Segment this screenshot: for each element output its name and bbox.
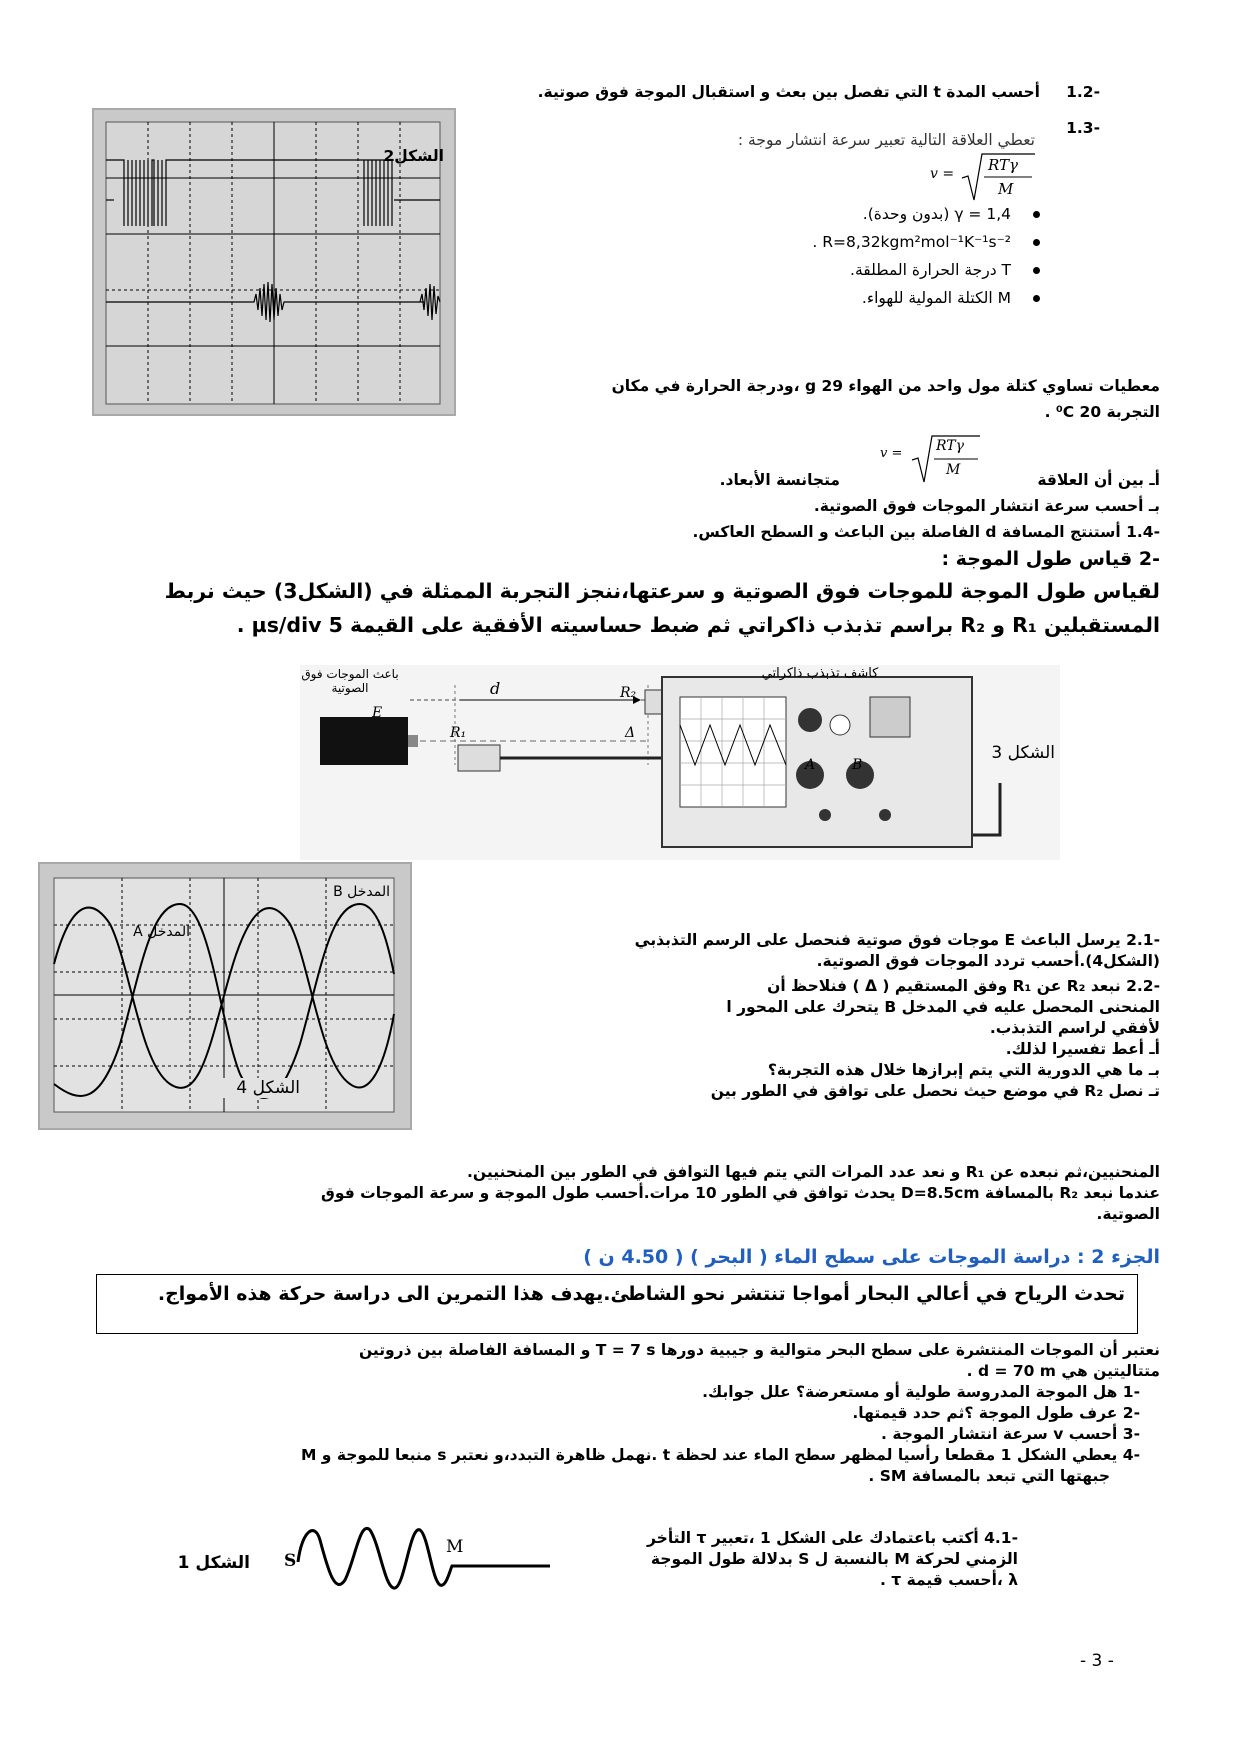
receiver-r1 [458,745,500,771]
formula-numerator: RTγ [936,438,964,454]
section-2-intro-line-1: لقياس طول الموجة للموجات فوق الصوتية و سرعتها،ننجز التجربة الممثلة في (الشكل3) حيث نربط [164,579,1160,603]
question-text: أحسب المدة t التي تفصل بين بعث و استقبال الموجة فوق صوتية. [537,83,1040,101]
emitter-E-label: E [372,705,383,721]
question-1-3-a-start: أـ بين أن العلاقة [1037,471,1160,489]
section-2-questions: -2.1 يرسل الباعث E موجات فوق صوتية فنحصل على الرسم التذبذبي (الشكل4).أحسب تردد الموجات فوق الصوتية. -2.2 نبعد R₂ عن R₁ وفق المستقيم ( Δ ) فنلاحظ أن المنحنى المحصل عليه في المدخل B يتحرك على المحور ا لأفقي لراسم التذبذب. أـ أعط تفسيرا لذلك. بـ ما هي الدورية التي يتم إبرازها خلال هذه التجربة؟ تـ نصل R₂ في موضع حيث نحصل على توافق في الطور بين [634,931,1160,1100]
receiver-r2-label: R₂ [620,685,637,701]
figure-1-front-M: M [446,1537,464,1557]
figure-3-setup [300,665,1060,860]
part-2-context-box [96,1274,1138,1334]
part-2-statement: نعتبر أن الموجات المنتشرة على سطح البحر متوالية و جيبية دورها T = 7 s و المسافة الفاصلة بين ذروتين متتاليتين هي d = 70 m . -1 هل الموجة المدروسة طولية أو مستعرضة؟ علل جوابك. -2 عرف طول الموجة ؟ثم حدد قيمتها. -3 أحسب v سرعة انتشار الموجة . -4 يعطي الشكل 1 مقطعا رأسيا لمظهر سطح الماء عند لحظة t .نهمل ظاهرة التبدد،و نعتبر s منبعا للموجة و M جبهتها التي تبعد بالمسافة SM . [300,1341,1160,1485]
bullet-icon [1033,239,1040,246]
velocity-formula [920,150,1050,202]
section-2-title: -2 قياس طول الموجة : [941,548,1160,570]
given-data-line-1: معطيات تساوي كتلة مول واحد من الهواء g 29 ،ودرجة الحرارة في مكان [611,377,1160,395]
receiver-r1-label: R₁ [450,725,467,741]
section-2-questions-wide: المنحنيين،ثم نبعده عن R₁ و نعد عدد المرات التي يتم فيها التوافق في الطور بين المنحنيين. عندما نبعد R₂ بالمسافة D=8.5cm يحدث توافق في الطور 10 مرات.أحسب طول الموجة و سرعة الموجات فوق الصوتية. [321,1163,1160,1223]
axis-delta-label: Δ [625,725,636,741]
bullet-icon [1033,295,1040,302]
curve-b-label: المدخل B [333,884,390,900]
figure-4-label: الشكل 4 [200,1078,300,1098]
scope-input-B: B [852,757,863,773]
part-2-heading: الجزء 2 : دراسة الموجات على سطح الماء ( البحر ) ( 4.50 ن ) [583,1246,1160,1268]
question-1-3-a-end: متجانسة الأبعاد. [719,471,840,489]
formula-denominator: M [998,180,1014,198]
question-1-3-number: -1.3 [1066,119,1100,137]
question-1-2 [440,82,1100,103]
bullet-icon [1033,267,1040,274]
figure-1-source-S: S [284,1551,297,1571]
curve-a-label: المدخل A [133,924,190,940]
list-item: γ = 1,4 (بدون وحدة). [440,204,1040,232]
figure-2-label: الشكل2 [383,147,444,165]
section-2-intro-line-2: المستقبلين R₁ و R₂ براسم تذبذب ذاكراتي ثم ضبط حساسيته الأفقية على القيمة 5 µs/div . [236,613,1160,637]
list-item: M الكتلة المولية للهواء. [440,288,1040,316]
emitter-label: باعث الموجات فوق الصوتية [301,667,399,695]
given-list [440,204,1040,316]
question-1-3-b: بـ أحسب سرعة انتشار الموجات فوق الصوتية. [813,497,1160,515]
figure-3-drawing [300,665,1060,860]
formula-lhs: v = [880,446,903,461]
figure-2-oscilloscope [92,108,456,416]
formula-lhs: v = [930,166,955,182]
page-number: - 3 - [1080,1651,1114,1671]
list-item: R=8,32kgm²mol⁻¹K⁻¹s⁻² . [440,232,1040,260]
question-4-1: -4.1 أكتب باعتمادك على الشكل 1 ،تعبير τ التأخر الزمني لحركة M بالنسبة ل S بدلالة طول الموجة λ ،أحسب قيمة τ . [647,1529,1018,1589]
scope-label: كاشف تذبذب ذاكراتي [761,666,879,681]
formula-denominator: M [946,462,961,478]
distance-d-label: d [490,679,501,698]
bullet-icon [1033,211,1040,218]
scope-input-A: A [805,757,816,773]
question-number: -1.2 [1066,83,1100,101]
sqrt-sign [960,150,1080,202]
given-data-line-2: التجربة 20 ⁰C . [1044,403,1160,421]
formula-numerator: RTγ [988,156,1018,174]
figure-4-oscilloscope [38,862,412,1130]
part-2-context-text: تحدث الرياح في أعالي البحار أمواجا تنتشر نحو الشاطئ.يهدف هذا التمرين الى دراسة حركة هذه الأمواج. [157,1283,1125,1305]
figure-3-label: الشكل 3 [991,743,1055,763]
formula-intro: تعطي العلاقة التالية تعبير سرعة انتشار موجة : [737,131,1035,149]
emitter-box [320,717,408,765]
question-1-4: -1.4 أستنتج المسافة d الفاصلة بين الباعث و السطح العاكس. [692,523,1160,541]
figure-1-label: الشكل 1 [177,1553,250,1573]
list-item: T درجة الحرارة المطلقة. [440,260,1040,288]
